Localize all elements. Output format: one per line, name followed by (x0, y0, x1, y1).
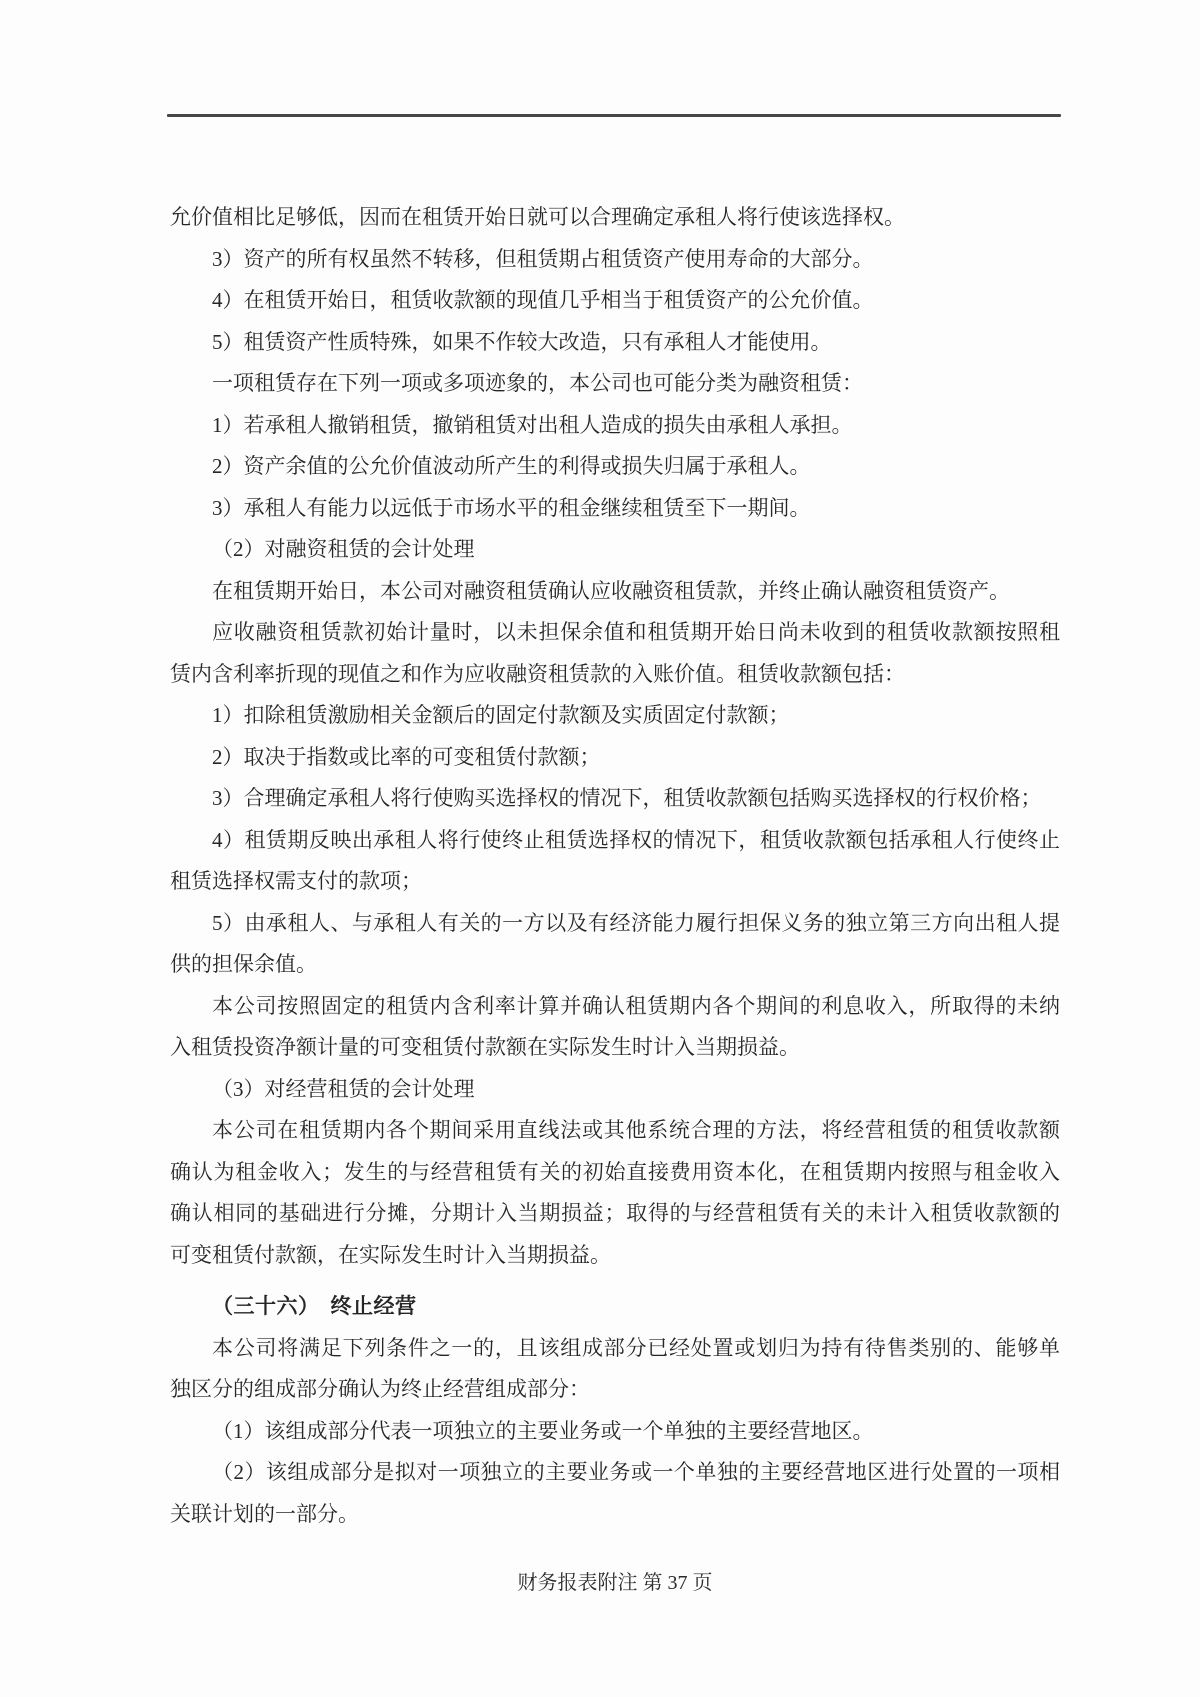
header-rule (167, 114, 1061, 117)
text-line: 供的担保余值。 (170, 952, 317, 976)
text-line: 允价值相比足够低，因而在租赁开始日就可以合理确定承租人将行使该选择权。 (170, 205, 905, 229)
text-line: 应收融资租赁款初始计量时，以未担保余值和租赁期开始日尚未收到的租赁收款额按照租 (212, 620, 1060, 644)
text-line: 赁内含利率折现的现值之和作为应收融资租赁款的入账价值。租赁收款额包括： (170, 661, 905, 686)
text-line: 独区分的组成部分确认为终止经营组成部分： (170, 1377, 590, 1401)
text-line: （3）对经营租赁的会计处理 (212, 1076, 475, 1101)
text-line: 租赁选择权需支付的款项； (170, 869, 422, 893)
text-line: 3）合理确定承租人将行使购买选择权的情况下，租赁收款额包括购买选择权的行权价格； (212, 786, 1042, 810)
footer-text: 财务报表附注 第 37 页 (517, 1572, 713, 1594)
text-line: 3）资产的所有权虽然不转移，但租赁期占租赁资产使用寿命的大部分。 (212, 246, 874, 271)
text-line: （2）该组成部分是拟对一项独立的主要业务或一个单独的主要经营地区进行处置的一项相 (212, 1460, 1060, 1484)
text-line: （2）对融资租赁的会计处理 (212, 537, 475, 561)
text-line: （1）该组成部分代表一项独立的主要业务或一个单独的主要经营地区。 (212, 1418, 874, 1443)
text-line: 本公司按照固定的租赁内含利率计算并确认租赁期内各个期间的利息收入，所取得的未纳 (212, 993, 1060, 1018)
text-line: 本公司将满足下列条件之一的，且该组成部分已经处置或划归为持有待售类别的、能够单 (212, 1335, 1060, 1360)
text-line: 2）资产余值的公允价值波动所产生的利得或损失归属于承租人。 (212, 454, 811, 478)
text-line: 5）租赁资产性质特殊，如果不作较大改造，只有承租人才能使用。 (212, 329, 832, 354)
text-line: 本公司在租赁期内各个期间采用直线法或其他系统合理的方法，将经营租赁的租赁收款额 (212, 1118, 1060, 1142)
text-line: 1）扣除租赁激励相关金额后的固定付款额及实质固定付款额； (212, 703, 790, 727)
document-body (170, 197, 1060, 1535)
text-line: 可变租赁付款额，在实际发生时计入当期损益。 (170, 1242, 611, 1267)
section-heading: （三十六） 终止经营 (212, 1294, 417, 1318)
text-line: 5）由承租人、与承租人有关的一方以及有经济能力履行担保义务的独立第三方向出租人提 (212, 910, 1060, 935)
text-line: 确认为租金收入；发生的与经营租赁有关的初始直接费用资本化，在租赁期内按照与租金收入 (170, 1159, 1060, 1184)
text-line: 4）在租赁开始日，租赁收款额的现值几乎相当于租赁资产的公允价值。 (212, 288, 874, 312)
text-line: 确认相同的基础进行分摊，分期计入当期损益；取得的与经营租赁有关的未计入租赁收款额的 (170, 1201, 1060, 1225)
text-line: 在租赁期开始日，本公司对融资租赁确认应收融资租赁款，并终止确认融资租赁资产。 (212, 578, 1010, 603)
text-line: 3）承租人有能力以远低于市场水平的租金继续租赁至下一期间。 (212, 495, 811, 520)
page-footer (170, 1566, 1060, 1595)
text-line: 1）若承租人撤销租赁，撤销租赁对出租人造成的损失由承租人承担。 (212, 412, 853, 437)
text-line: 4）租赁期反映出承租人将行使终止租赁选择权的情况下，租赁收款额包括承租人行使终止 (212, 827, 1060, 852)
text-line: 入租赁投资净额计量的可变租赁付款额在实际发生时计入当期损益。 (170, 1035, 800, 1059)
text-line: 2）取决于指数或比率的可变租赁付款额； (212, 744, 601, 769)
text-line: 关联计划的一部分。 (170, 1501, 359, 1526)
text-line: 一项租赁存在下列一项或多项迹象的，本公司也可能分类为融资租赁： (212, 371, 863, 395)
